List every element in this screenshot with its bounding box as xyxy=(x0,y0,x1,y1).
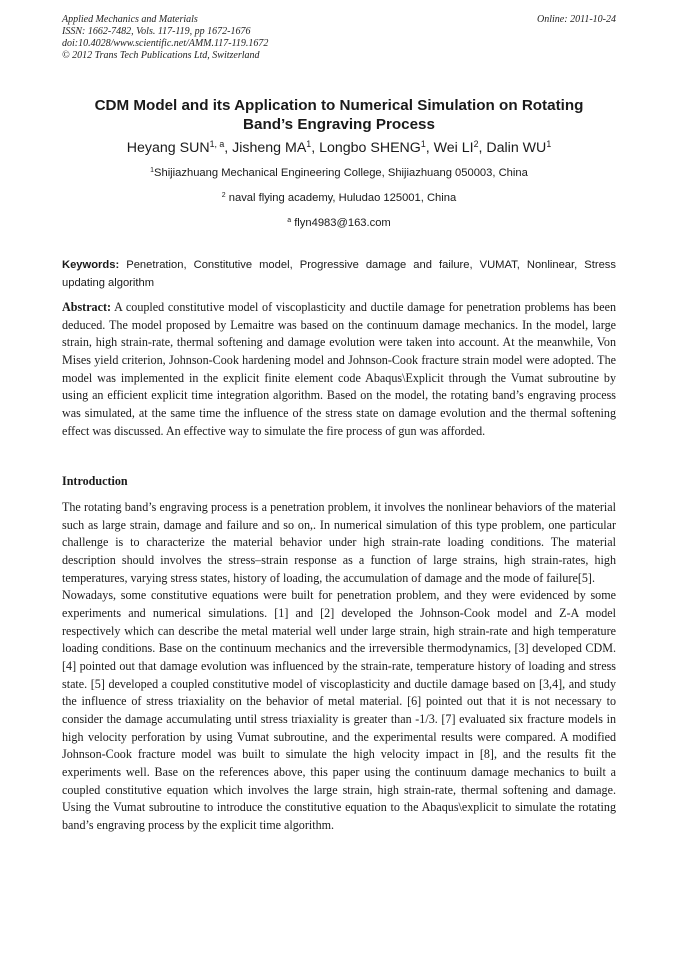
author: Heyang SUN$^{1, a}$ xyxy=(126,139,225,156)
author: Wei $LI^2$ xyxy=(433,139,479,156)
keywords-label: Keywords: xyxy=(62,259,120,271)
introduction-body xyxy=(62,499,616,834)
author-email: $^a$ flyn4983@163.com xyxy=(287,217,391,229)
paragraph: Nowadays, some constitutive equations were built for penetration problem, and they were evidenced by some experiments and numerical simulations. [1] and [2] developed the Johnson-Cook model and Z-A model respectively which can describe the metal material well under large strain, high strain-rate and high temperature loading conditions. Base on the continuum mechanics and the irreversible thermodynamics, [3] developed CDM. [4] pointed out that damage evolution was influenced by the strain-rate, temperature history of loading and stress state. [5] developed a coupled constitutive model of viscoplasticity and ductile damage based on [3,4], and study the influence of stress triaxiality on the behavior of metal material. [6] pointed out that it is not necessary to consider the damage accumulating until stress triaxiality is greater than -1/3. [7] evaluated six fracture models in high velocity perforation by using Vumat subroutine, and the experimental results were compared. A modified Johnson-Cook fracture model was built to simulate the high velocity impact in [8], and the results fit the experiments well. Base on the references above, this paper using the continuum damage mechanics to built a coupled constitutive equation which involves the large strain, high strain-rate, thermal softening and damage. Using the Vumat subroutine to introduce the constitutive equation to the Abaqus\explicit to simulate the rotating band’s engraving process by the explicit time algorithm. xyxy=(62,588,616,832)
copyright-line: © 2012 Trans Tech Publications Ltd, Switzerland xyxy=(62,50,260,61)
paper-title xyxy=(62,96,616,134)
journal-header xyxy=(62,14,616,62)
affiliation-2: $^2$ naval flying academy, Huludao 125001, China xyxy=(221,192,457,204)
section-heading-introduction: Introduction xyxy=(62,474,128,488)
keywords xyxy=(62,257,616,292)
online-date: Online: 2011-10-24 xyxy=(537,14,616,25)
abstract-label: Abstract: xyxy=(62,300,112,314)
author: Longbo SHENG$^1$ xyxy=(319,139,426,156)
affiliation-1: $^1$Shijiazhuang Mechanical Engineering College, Shijiazhuang 050003, China xyxy=(150,167,528,179)
abstract xyxy=(62,299,616,440)
title-line-1: CDM Model and its Application to Numerical Simulation on Rotating xyxy=(94,97,584,114)
issn-line: ISSN: 1662-7482, Vols. 117-119, pp 1672-1676 xyxy=(62,26,251,37)
journal-name: Applied Mechanics and Materials xyxy=(62,14,198,25)
abstract-text: A coupled constitutive model of viscoplasticity and ductile damage for penetration problems has been deduced. The model proposed by Lemaitre was based on the continuum damage mechanics. In the model, large strain, high strain-rate, thermal softening and damage evolution were taken into account. At the meanwhile, Von Mises yield criterion, Johnson-Cook hardening model and Johnson-Cook fracture strain model were adopted. The model was implemented in the explicit finite element code Abaqus\Explicit through the Vumat subroutine by using an efficient explicit time integration algorithm. Based on the model, the rotating band’s engraving process was simulated, at the same time the influence of the stress state on damage evolution and the thermal softening effect was discussed. An effective way to simulate the fire process of gun was afforded. xyxy=(62,300,617,438)
paragraph: The rotating band’s engraving process is a penetration problem, it involves the nonlinear behaviors of the material such as large strain, damage and failure and so on,. In numerical simulation of this type problem, one particular challenge is to characterize the material behavior under high strain-rate loading conditions. The material description should involves the stress–strain response as a function of large strains, high strain-rates, high temperatures, varying stress states, history of loading, the accumulation of damage and the mode of failure[5]. xyxy=(62,500,616,585)
doi-line: doi:10.4028/www.scientific.net/AMM.117-119.1672 xyxy=(62,38,269,49)
author: Dalin $WU^1$ xyxy=(486,139,552,156)
keywords-text: Penetration, Constitutive model, Progressive damage and failure, VUMAT, Nonlinear, Stress updating algorithm xyxy=(62,259,616,289)
author-list: Heyang SUN$^{1, a}$, Jisheng $MA^1$, Longbo SHENG$^1$, Wei $LI^2$, Dalin $WU^1$ xyxy=(126,139,552,156)
author: Jisheng $MA^1$ xyxy=(232,139,312,156)
title-line-2: Band’s Engraving Process xyxy=(243,116,435,133)
